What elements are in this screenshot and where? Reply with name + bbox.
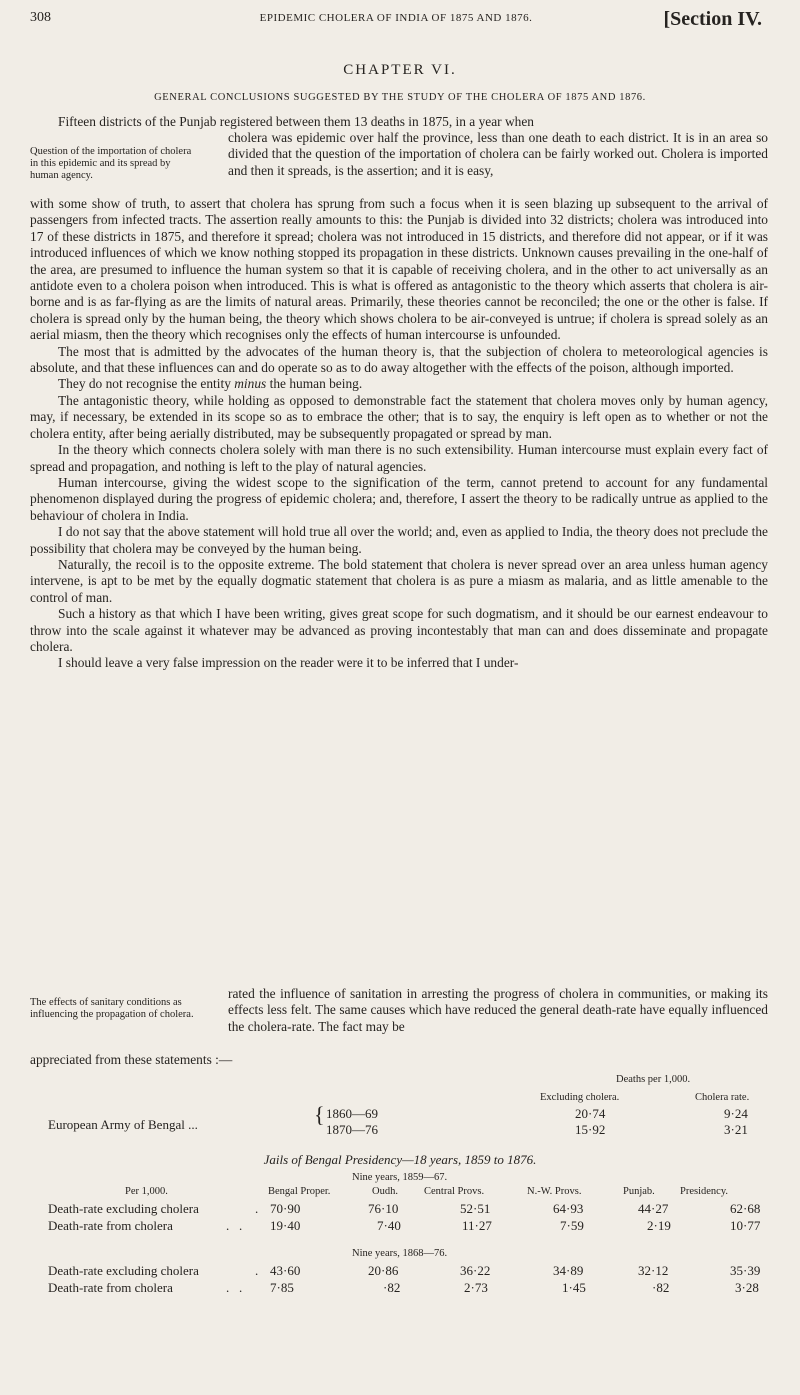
table2-p1-row1-label: Death-rate excluding cholera [48, 1201, 199, 1216]
paragraph-10-last: appreciated from these statements :— [30, 1052, 233, 1067]
table2-cell: 7·40 [377, 1218, 401, 1233]
section-label: [Section IV. [663, 8, 762, 30]
paragraph-1-first-line: Fifteen districts of the Punjab registered between them 13 deaths in 1875, in a year when [58, 114, 534, 129]
table2-cell: 11·27 [462, 1218, 492, 1233]
table2-cell: 43·60 [270, 1263, 301, 1278]
table2-col-central: Central Provs. [424, 1186, 485, 1197]
main-text-block [30, 196, 768, 672]
table2-cell: 35·39 [730, 1263, 761, 1278]
table1-years-1: 1860—69 [326, 1106, 378, 1121]
table2-cell: 3·28 [735, 1280, 759, 1295]
table2-cell: 7·59 [560, 1218, 584, 1233]
table1-r1c2: 9·24 [724, 1106, 748, 1121]
table2-p2-row1-label: Death-rate excluding cholera [48, 1263, 199, 1278]
paragraph-7: I do not say that the above statement will hold true all over the world; and, even as applied to India, the theory does not preclude the possibility that cholera may be conveyed by the human being. [30, 524, 768, 556]
paragraph-6: Human intercourse, giving the widest scope to the signification of the term, cannot pretend to account for any fundamental phenomenon displayed during the progress of epidemic cholera; and, therefore, I assert the theory to be radically untrue as applied to the behaviour of cholera in India. [30, 474, 768, 523]
table2-col-oudh: Oudh. [372, 1186, 398, 1197]
table2-title: Jails of Bengal Presidency—18 years, 1859 to 1876. [263, 1152, 537, 1167]
table2-cell: ·82 [383, 1280, 401, 1295]
table2-col-punjab: Punjab. [623, 1186, 655, 1197]
table2-period-2: Nine years, 1868—76. [352, 1248, 448, 1259]
table2-cell: 36·22 [460, 1263, 491, 1278]
table2-cell: 10·77 [730, 1218, 761, 1233]
table2-cell: 62·68 [730, 1201, 761, 1216]
paragraph-10-first-line: I should leave a very false impression on the reader were it to be inferred that I under- [58, 655, 519, 671]
table2-p2-dot-leader: . [255, 1263, 259, 1278]
table2-col-bengal: Bengal Proper. [268, 1186, 331, 1197]
chapter-heading: CHAPTER VI. [343, 62, 457, 78]
table2-cell: 2·19 [647, 1218, 671, 1233]
marginal-note-importation: Question of the importation of cholera in this epidemic and its spread by human agency. [30, 146, 192, 181]
paragraph-1-rest: with some show of truth, to assert that cholera has sprung from such a focus when it is seen blazing up subsequent to the arrival of passengers from infected tracts. The assertion really amounts to this: the Punjab is divided into 32 districts; cholera was introduced into 17 of these districts in 1875, and therefore it spread; cholera was not introduced in 15 districts, and therefore did not appear, or if it was introduced influences of which we know nothing stopped its propagation in these districts. Unknown causes prevailing in the one-half of the area, are presumed to influence the human system so that it is capable of receiving cholera, and in the other to act universally as an antidote even to a cholera poison when introduced. This is what is offered as antagonistic to the theory which asserts that cholera is air-borne and is as far-flying as are the limits of natural areas. Primarily, these theories cannot be reconciled; the one or the other is false. If cholera is spread only by the human being, the theory which shows cholera to be air-conveyed is untrue; if cholera is spread solely as an aerial miasm, then the theory which recognises only the effects of human intercourse is unfounded. [30, 196, 768, 343]
table2-p1-dot-leader: . . [226, 1218, 243, 1233]
table2-cell: ·82 [652, 1280, 670, 1295]
table2-cell: 64·93 [553, 1201, 584, 1216]
brace-symbol: { [314, 1102, 325, 1127]
table2-p1-row2-label: Death-rate from cholera [48, 1218, 173, 1233]
marginal-note-sanitary: The effects of sanitary conditions as influencing the propagation of cholera. [30, 997, 194, 1020]
table1-col-excluding: Excluding cholera. [540, 1092, 620, 1103]
paragraph-10-wrapped: rated the influence of sanitation in arresting the progress of cholera in communities, or making its effects less felt. The same causes which have reduced the general death-rate have equally influenced the cholera-rate. The fact may be [228, 986, 768, 1034]
table1-r2c1: 15·92 [575, 1122, 606, 1137]
table2-p2-dot-leader: . . [226, 1280, 243, 1295]
table2-per-1000: Per 1,000. [125, 1186, 168, 1197]
table2-cell: 44·27 [638, 1201, 669, 1216]
table1-heading: Deaths per 1,000. [616, 1074, 691, 1085]
table2-p1-dot-leader: . [255, 1201, 259, 1216]
table2-p2-row2-label: Death-rate from cholera [48, 1280, 173, 1295]
table2-cell: 20·86 [368, 1263, 399, 1278]
table2-col-presidency: Presidency. [680, 1186, 729, 1197]
table2-col-nw: N.-W. Provs. [527, 1186, 582, 1197]
table1-r2c2: 3·21 [724, 1122, 748, 1137]
table2-cell: 2·73 [464, 1280, 488, 1295]
table1-r1c1: 20·74 [575, 1106, 606, 1121]
table2-cell: 70·90 [270, 1201, 301, 1216]
table2-cell: 76·10 [368, 1201, 399, 1216]
table1-label: European Army of Bengal ... [48, 1117, 198, 1132]
table1-col-cholera: Cholera rate. [695, 1092, 750, 1103]
table2-cell: 32·12 [638, 1263, 669, 1278]
paragraph-1-wrapped: cholera was epidemic over half the province, less than one death to each district. It is in an area so divided that the question of the importation of cholera can be fairly worked out. Cholera is imported and then it spreads, is the assertion; and it is easy, [228, 130, 768, 178]
page-number: 308 [30, 10, 51, 25]
page-header [30, 10, 762, 36]
running-title: EPIDEMIC CHOLERA OF INDIA OF 1875 AND 1876. [259, 12, 533, 24]
table2-cell: 1·45 [562, 1280, 586, 1295]
table2-cell: 52·51 [460, 1201, 491, 1216]
table1-years-2: 1870—76 [326, 1122, 378, 1137]
paragraph-2: The most that is admitted by the advocates of the human theory is, that the subjection of cholera to meteorological agencies is absolute, and that these influences can and do operate so as to do away altogether with the effects of the poison, although imported. [30, 343, 768, 376]
chapter-subtitle: GENERAL CONCLUSIONS SUGGESTED BY THE STUDY OF THE CHOLERA OF 1875 AND 1876. [154, 92, 646, 103]
table2-period-1: Nine years, 1859—67. [352, 1172, 448, 1183]
paragraph-8: Naturally, the recoil is to the opposite extreme. The bold statement that cholera is never spread over an area unless human agency intervene, is apt to be met by the equally dogmatic statement that cholera is as pure a miasm as malaria, and as little amenable to the control of man. [30, 556, 768, 605]
table2-cell: 7·85 [270, 1280, 294, 1295]
table2-cell: 34·89 [553, 1263, 584, 1278]
paragraph-3: They do not recognise the entity minus the human being. [58, 376, 363, 392]
paragraph-9: Such a history as that which I have been writing, gives great scope for such dogmatism, and it should be our earnest endeavour to throw into the scale against it whatever may be advanced as proving incontestably that man can and does disseminate and propagate cholera. [30, 606, 768, 654]
table2-cell: 19·40 [270, 1218, 301, 1233]
paragraph-4: The antagonistic theory, while holding as opposed to demonstrable fact the statement that cholera moves only by human agency, may, if necessary, be extended in its scope so as to embrace the other; that is to say, the enquiry is left open as to whether or not the cholera entity, after being aerially distributed, may be subsequently propagated or spread by man. [30, 392, 768, 441]
paragraph-5: In the theory which connects cholera solely with man there is no such extensibility. Human intercourse must explain every fact of spread and propagation, and nothing is left to the play of natural agencies. [30, 442, 768, 474]
